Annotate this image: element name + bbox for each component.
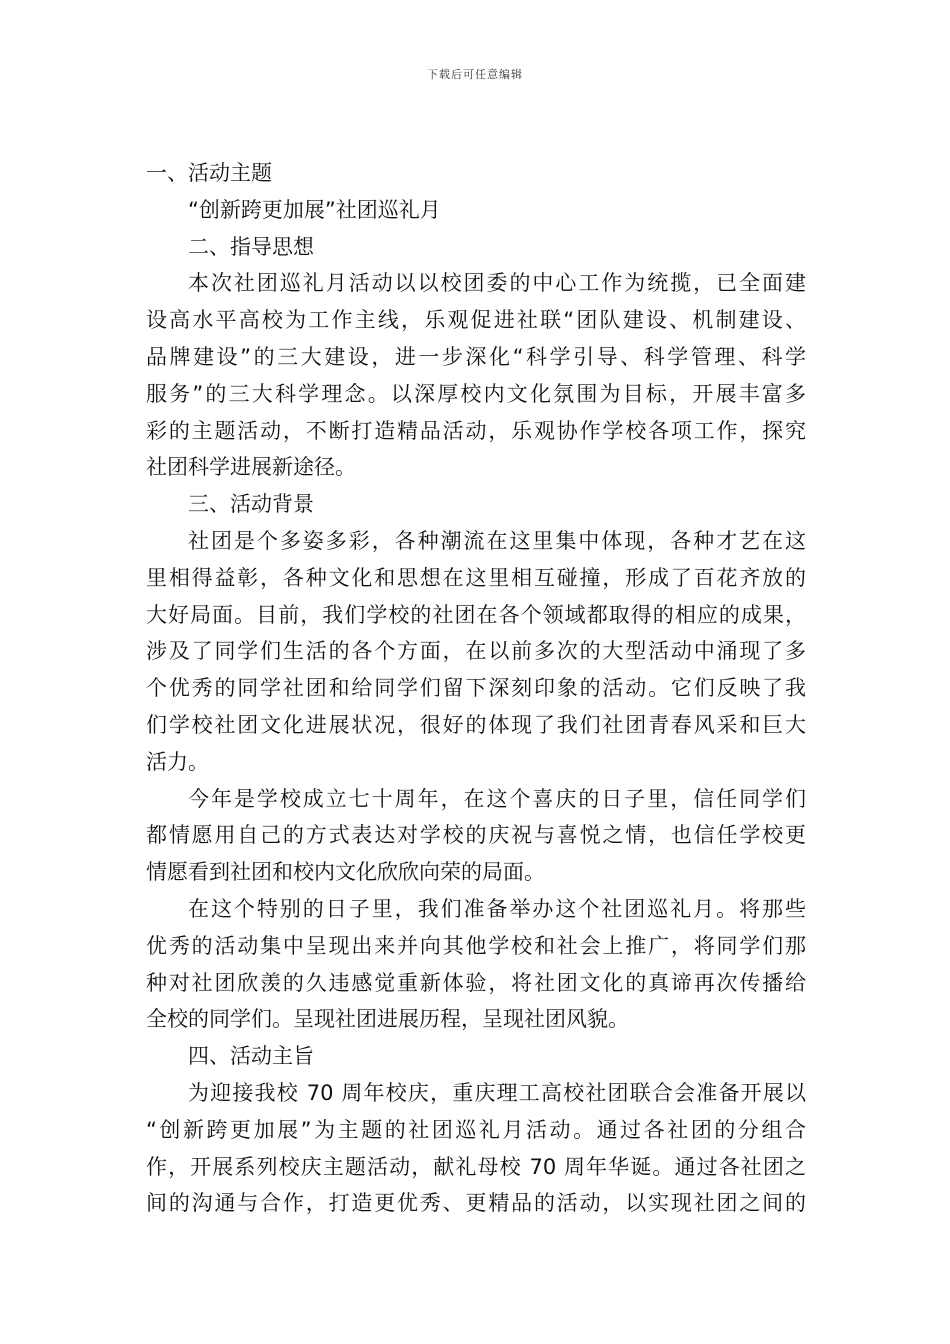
document-line: 涉及了同学们生活的各个方面，在以前多次的大型活动中涌现了多: [146, 639, 806, 664]
document-line: 里相得益彰，各种文化和思想在这里相互碰撞，形成了百花齐放的: [146, 565, 806, 590]
document-line: 都情愿用自己的方式表达对学校的庆祝与喜悦之情，也信任学校更: [146, 823, 806, 848]
document-line: 一、活动主题: [146, 161, 272, 185]
document-line: 本次社团巡礼月活动以以校团委的中心工作为统揽，已全面建: [188, 271, 806, 296]
document-line: “创新跨更加展”社团巡礼月: [188, 197, 441, 222]
document-line: 二、指导思想: [188, 234, 314, 259]
document-line: 种对社团欣羡的久违感觉重新体验，将社团文化的真谛再次传播给: [146, 970, 806, 995]
document-line: 三、活动背景: [188, 492, 314, 517]
document-body: [146, 155, 806, 1222]
document-line: 彩的主题活动，不断打造精品活动，乐观协作学校各项工作，探究: [146, 418, 806, 443]
document-line: 间的沟通与合作，打造更优秀、更精品的活动，以实现社团之间的: [146, 1191, 806, 1216]
document-line: 优秀的活动集中呈现出来并向其他学校和社会上推广，将同学们那: [146, 933, 806, 958]
document-line: 在这个特别的日子里，我们准备举办这个社团巡礼月。将那些: [188, 896, 806, 921]
document-line: 作，开展系列校庆主题活动，献礼母校 70 周年华诞。通过各社团之: [146, 1154, 806, 1179]
document-line: 四、活动主旨: [188, 1044, 314, 1069]
document-line: 设高水平高校为工作主线，乐观促进社联“团队建设、机制建设、: [146, 308, 806, 333]
document-line: “创新跨更加展”为主题的社团巡礼月活动。通过各社团的分组合: [146, 1117, 806, 1142]
document-line: 大好局面。目前，我们学校的社团在各个领域都取得的相应的成果，: [146, 602, 806, 627]
header-note: 下载后可任意编辑: [427, 68, 523, 81]
document-line: 情愿看到社团和校内文化欣欣向荣的局面。: [146, 860, 545, 885]
document-line: 们学校社团文化进展状况，很好的体现了我们社团青春风采和巨大: [146, 712, 806, 737]
document-line: 个优秀的同学社团和给同学们留下深刻印象的活动。它们反映了我: [146, 676, 806, 701]
document-line: 社团科学进展新途径。: [146, 455, 356, 480]
document-line: 今年是学校成立七十周年，在这个喜庆的日子里，信任同学们: [188, 786, 806, 811]
document-line: 社团是个多姿多彩，各种潮流在这里集中体现，各种才艺在这: [188, 528, 806, 553]
document-line: 服务”的三大科学理念。以深厚校内文化氛围为目标，开展丰富多: [146, 381, 806, 406]
document-line: 品牌建设”的三大建设，进一步深化“科学引导、科学管理、科学: [146, 344, 806, 369]
document-line: 活力。: [146, 749, 209, 774]
document-line: 为迎接我校 70 周年校庆，重庆理工高校社团联合会准备开展以: [188, 1080, 806, 1105]
document-line: 全校的同学们。呈现社团进展历程，呈现社团风貌。: [146, 1007, 629, 1032]
